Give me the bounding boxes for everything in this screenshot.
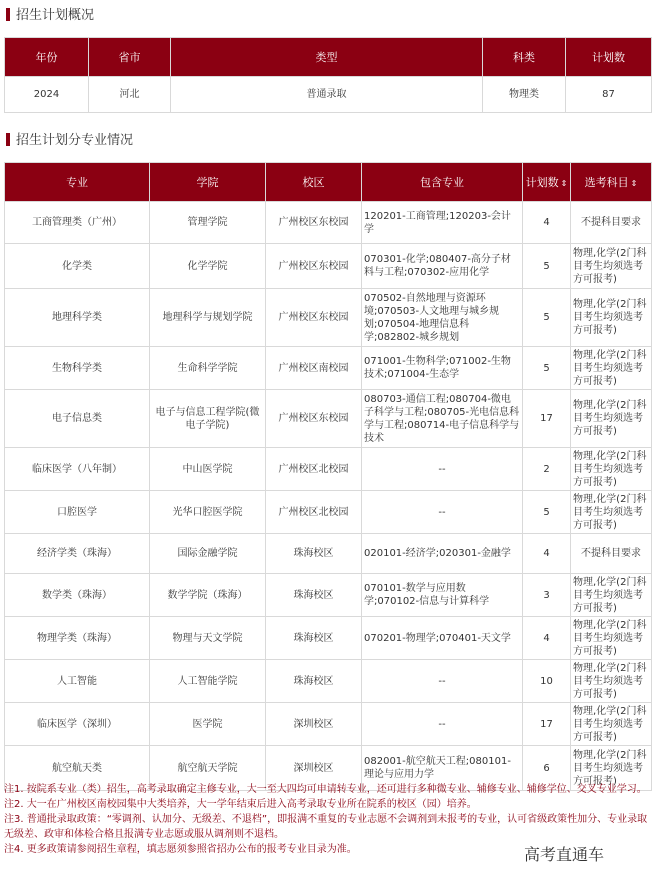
included-majors-cell: 071001-生物科学;071002-生物技术;071004-生态学 [362, 347, 523, 390]
header-campus: 校区 [266, 163, 362, 202]
plan-count-cell: 10 [523, 660, 571, 703]
included-majors-cell: 070101-数学与应用数学;070102-信息与计算科学 [362, 574, 523, 617]
section-bullet [6, 133, 10, 146]
included-majors-cell: -- [362, 491, 523, 534]
campus-cell: 深圳校区 [266, 703, 362, 746]
note-1: 注1. 按院系专业（类）招生，高考录取确定主修专业，大一至大四均可申请转专业，还可进行多种微专业、辅修专业、辅修学位、交叉专业学习。 [4, 784, 647, 795]
table-row [5, 703, 652, 746]
campus-cell: 广州校区北校园 [266, 491, 362, 534]
major-cell: 生物科学类 [5, 347, 150, 390]
header-type: 类型 [171, 38, 483, 77]
subjects-cell: 物理,化学(2门科目考生均须选考方可报考) [571, 347, 652, 390]
subjects-cell: 不提科目要求 [571, 534, 652, 574]
table-row [5, 448, 652, 491]
category-cell: 物理类 [483, 77, 566, 113]
college-cell: 航空航天学院 [150, 746, 266, 791]
section-title-text: 招生计划分专业情况 [16, 133, 134, 148]
plan-count-cell: 5 [523, 491, 571, 534]
table-row [5, 390, 652, 448]
plan-count-cell: 17 [523, 390, 571, 448]
overview-table [4, 37, 652, 113]
type-cell: 普通录取 [171, 77, 483, 113]
college-cell: 地理科学与规划学院 [150, 289, 266, 347]
overview-header-row [5, 38, 652, 77]
major-cell: 人工智能 [5, 660, 150, 703]
table-row [5, 202, 652, 244]
college-cell: 电子与信息工程学院(微电子学院) [150, 390, 266, 448]
major-cell: 经济学类（珠海） [5, 534, 150, 574]
watermark: 高考直通车 [520, 842, 608, 865]
included-majors-cell: 082001-航空航天工程;080101-理论与应用力学 [362, 746, 523, 791]
section-title-majors [6, 131, 133, 151]
note-4: 注4. 更多政策请参阅招生章程，填志愿须参照省招办公布的报考专业目录为准。 [4, 844, 357, 855]
college-cell: 中山医学院 [150, 448, 266, 491]
plan-count-cell: 5 [523, 347, 571, 390]
subjects-cell: 物理,化学(2门科目考生均须选考方可报考) [571, 448, 652, 491]
college-cell: 化学学院 [150, 244, 266, 289]
campus-cell: 广州校区北校园 [266, 448, 362, 491]
table-row [5, 289, 652, 347]
plan-count-cell: 3 [523, 574, 571, 617]
header-plan-count: 计划数 [566, 38, 652, 77]
included-majors-cell: 070301-化学;080407-高分子材料与工程;070302-应用化学 [362, 244, 523, 289]
plan-header-row [5, 163, 652, 202]
header-major: 专业 [5, 163, 150, 202]
overview-row [5, 77, 652, 113]
section-bullet [6, 8, 10, 21]
plan-count-cell: 2 [523, 448, 571, 491]
included-majors-cell: -- [362, 703, 523, 746]
campus-cell: 广州校区东校园 [266, 289, 362, 347]
college-cell: 物理与天文学院 [150, 617, 266, 660]
major-cell: 口腔医学 [5, 491, 150, 534]
table-row [5, 244, 652, 289]
table-row [5, 574, 652, 617]
subjects-cell: 物理,化学(2门科目考生均须选考方可报考) [571, 289, 652, 347]
campus-cell: 广州校区南校园 [266, 347, 362, 390]
major-cell: 地理科学类 [5, 289, 150, 347]
subjects-cell: 物理,化学(2门科目考生均须选考方可报考) [571, 617, 652, 660]
plan-table-body [5, 202, 652, 791]
major-cell: 数学类（珠海） [5, 574, 150, 617]
college-cell: 光华口腔医学院 [150, 491, 266, 534]
major-cell: 临床医学（八年制） [5, 448, 150, 491]
table-row [5, 347, 652, 390]
plan-count-cell: 87 [566, 77, 652, 113]
header-category: 科类 [483, 38, 566, 77]
campus-cell: 深圳校区 [266, 746, 362, 791]
plan-count-cell: 4 [523, 534, 571, 574]
plan-count-cell: 5 [523, 244, 571, 289]
included-majors-cell: -- [362, 660, 523, 703]
major-cell: 电子信息类 [5, 390, 150, 448]
included-majors-cell: 070201-物理学;070401-天文学 [362, 617, 523, 660]
subjects-cell: 物理,化学(2门科目考生均须选考方可报考) [571, 491, 652, 534]
plan-count-cell: 17 [523, 703, 571, 746]
header-college: 学院 [150, 163, 266, 202]
plan-count-cell: 4 [523, 202, 571, 244]
college-cell: 管理学院 [150, 202, 266, 244]
major-cell: 工商管理类（广州） [5, 202, 150, 244]
college-cell: 医学院 [150, 703, 266, 746]
included-majors-cell: 070502-自然地理与资源环境;070503-人文地理与城乡规划;070504-地理信息科学;082802-城乡规划 [362, 289, 523, 347]
plan-count-cell: 4 [523, 617, 571, 660]
note-3: 注3. 普通批录取政策：“零调剂、认加分、无级差、不退档”，即报满不重复的专业志愿不会调剂到未报考的专业，认可省级政策性加分、专业录取无级差、政审和体检合格且报满专业志愿或服从调剂则不退档。 [4, 814, 648, 840]
sort-icon[interactable]: ⇕ [630, 179, 638, 188]
major-cell: 化学类 [5, 244, 150, 289]
subjects-cell: 物理,化学(2门科目考生均须选考方可报考) [571, 574, 652, 617]
header-province: 省市 [89, 38, 171, 77]
subjects-cell: 物理,化学(2门科目考生均须选考方可报考) [571, 703, 652, 746]
college-cell: 人工智能学院 [150, 660, 266, 703]
subjects-cell: 物理,化学(2门科目考生均须选考方可报考) [571, 660, 652, 703]
plan-count-cell: 5 [523, 289, 571, 347]
table-row [5, 660, 652, 703]
header-included-majors: 包含专业 [362, 163, 523, 202]
section-title-text: 招生计划概况 [16, 8, 95, 23]
campus-cell: 广州校区东校园 [266, 244, 362, 289]
included-majors-cell: 080703-通信工程;080704-微电子科学与工程;080705-光电信息科学与工程;080714-电子信息科学与技术 [362, 390, 523, 448]
subjects-cell: 物理,化学(2门科目考生均须选考方可报考) [571, 390, 652, 448]
sort-icon[interactable]: ⇕ [560, 179, 568, 188]
subjects-cell: 物理,化学(2门科目考生均须选考方可报考) [571, 244, 652, 289]
note-2: 注2. 大一在广州校区南校园集中大类培养，大一学年结束后进入高考录取专业所在院系的校区（园）培养。 [4, 799, 477, 810]
campus-cell: 广州校区东校园 [266, 390, 362, 448]
college-cell: 生命科学学院 [150, 347, 266, 390]
included-majors-cell: 120201-工商管理;120203-会计学 [362, 202, 523, 244]
year-cell: 2024 [5, 77, 89, 113]
subjects-cell: 不提科目要求 [571, 202, 652, 244]
college-cell: 数学学院（珠海） [150, 574, 266, 617]
province-cell: 河北 [89, 77, 171, 113]
college-cell: 国际金融学院 [150, 534, 266, 574]
campus-cell: 广州校区东校园 [266, 202, 362, 244]
campus-cell: 珠海校区 [266, 660, 362, 703]
plan-count-cell: 6 [523, 746, 571, 791]
major-plan-table [4, 162, 652, 791]
header-subjects[interactable] [571, 163, 652, 202]
section-title-overview [6, 6, 94, 26]
header-plan-count[interactable] [523, 163, 571, 202]
table-row [5, 491, 652, 534]
header-year: 年份 [5, 38, 89, 77]
major-cell: 航空航天类 [5, 746, 150, 791]
major-cell: 物理学类（珠海） [5, 617, 150, 660]
subjects-cell: 物理,化学(2门科目考生均须选考方可报考) [571, 746, 652, 791]
table-row [5, 534, 652, 574]
included-majors-cell: -- [362, 448, 523, 491]
campus-cell: 珠海校区 [266, 534, 362, 574]
table-row [5, 617, 652, 660]
campus-cell: 珠海校区 [266, 617, 362, 660]
header-subjects-label: 选考科目 [584, 176, 629, 189]
major-cell: 临床医学（深圳） [5, 703, 150, 746]
included-majors-cell: 020101-经济学;020301-金融学 [362, 534, 523, 574]
header-plan-count-label: 计划数 [525, 176, 559, 189]
campus-cell: 珠海校区 [266, 574, 362, 617]
